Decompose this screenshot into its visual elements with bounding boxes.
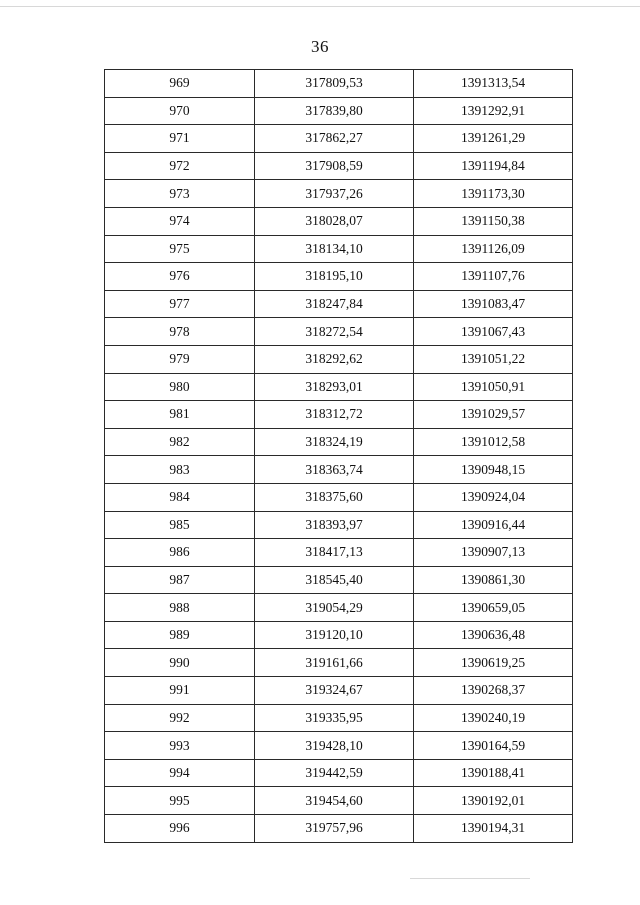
y-coordinate-cell: 1390924,04 — [414, 483, 573, 511]
x-coordinate-cell: 319757,96 — [255, 815, 414, 843]
x-coordinate-cell: 318393,97 — [255, 511, 414, 539]
scan-artifact-bottom — [410, 878, 530, 879]
table-row — [105, 97, 573, 125]
y-coordinate-cell: 1391050,91 — [414, 373, 573, 401]
y-coordinate-cell: 1390188,41 — [414, 759, 573, 787]
point-number-cell: 982 — [105, 428, 255, 456]
y-coordinate-cell: 1391173,30 — [414, 180, 573, 208]
coordinates-table-body — [105, 70, 573, 843]
table-row — [105, 318, 573, 346]
point-number-cell: 973 — [105, 180, 255, 208]
x-coordinate-cell: 319454,60 — [255, 787, 414, 815]
table-row — [105, 621, 573, 649]
point-number-cell: 972 — [105, 152, 255, 180]
x-coordinate-cell: 319161,66 — [255, 649, 414, 677]
table-row — [105, 207, 573, 235]
point-number-cell: 969 — [105, 70, 255, 98]
table-row — [105, 759, 573, 787]
y-coordinate-cell: 1391083,47 — [414, 290, 573, 318]
point-number-cell: 977 — [105, 290, 255, 318]
point-number-cell: 987 — [105, 566, 255, 594]
y-coordinate-cell: 1391292,91 — [414, 97, 573, 125]
y-coordinate-cell: 1391261,29 — [414, 125, 573, 153]
x-coordinate-cell: 317908,59 — [255, 152, 414, 180]
table-row — [105, 401, 573, 429]
table-row — [105, 815, 573, 843]
x-coordinate-cell: 319054,29 — [255, 594, 414, 622]
point-number-cell: 986 — [105, 539, 255, 567]
point-number-cell: 975 — [105, 235, 255, 263]
point-number-cell: 984 — [105, 483, 255, 511]
x-coordinate-cell: 318028,07 — [255, 207, 414, 235]
table-row — [105, 566, 573, 594]
y-coordinate-cell: 1390636,48 — [414, 621, 573, 649]
x-coordinate-cell: 319442,59 — [255, 759, 414, 787]
page-number: 36 — [311, 37, 329, 56]
point-number-cell: 978 — [105, 318, 255, 346]
x-coordinate-cell: 317809,53 — [255, 70, 414, 98]
point-number-cell: 996 — [105, 815, 255, 843]
table-row — [105, 787, 573, 815]
point-number-cell: 979 — [105, 345, 255, 373]
table-row — [105, 70, 573, 98]
y-coordinate-cell: 1391194,84 — [414, 152, 573, 180]
point-number-cell: 970 — [105, 97, 255, 125]
point-number-cell: 992 — [105, 704, 255, 732]
point-number-cell: 990 — [105, 649, 255, 677]
x-coordinate-cell: 318195,10 — [255, 263, 414, 291]
x-coordinate-cell: 318417,13 — [255, 539, 414, 567]
x-coordinate-cell: 318247,84 — [255, 290, 414, 318]
x-coordinate-cell: 318324,19 — [255, 428, 414, 456]
y-coordinate-cell: 1390268,37 — [414, 677, 573, 705]
point-number-cell: 983 — [105, 456, 255, 484]
y-coordinate-cell: 1391051,22 — [414, 345, 573, 373]
table-row — [105, 483, 573, 511]
x-coordinate-cell: 319120,10 — [255, 621, 414, 649]
table-row — [105, 263, 573, 291]
table-row — [105, 539, 573, 567]
point-number-cell: 989 — [105, 621, 255, 649]
x-coordinate-cell: 317839,80 — [255, 97, 414, 125]
table-row — [105, 704, 573, 732]
coordinates-table — [104, 69, 573, 843]
scan-artifact-top — [0, 6, 640, 7]
table-row — [105, 180, 573, 208]
x-coordinate-cell: 318312,72 — [255, 401, 414, 429]
table-row — [105, 456, 573, 484]
y-coordinate-cell: 1390240,19 — [414, 704, 573, 732]
table-row — [105, 511, 573, 539]
point-number-cell: 994 — [105, 759, 255, 787]
point-number-cell: 971 — [105, 125, 255, 153]
table-row — [105, 649, 573, 677]
y-coordinate-cell: 1391126,09 — [414, 235, 573, 263]
x-coordinate-cell: 319324,67 — [255, 677, 414, 705]
table-row — [105, 373, 573, 401]
point-number-cell: 985 — [105, 511, 255, 539]
point-number-cell: 974 — [105, 207, 255, 235]
table-row — [105, 152, 573, 180]
y-coordinate-cell: 1391067,43 — [414, 318, 573, 346]
point-number-cell: 976 — [105, 263, 255, 291]
x-coordinate-cell: 318375,60 — [255, 483, 414, 511]
point-number-cell: 988 — [105, 594, 255, 622]
point-number-cell: 980 — [105, 373, 255, 401]
table-row — [105, 345, 573, 373]
point-number-cell: 981 — [105, 401, 255, 429]
x-coordinate-cell: 317862,27 — [255, 125, 414, 153]
y-coordinate-cell: 1390619,25 — [414, 649, 573, 677]
x-coordinate-cell: 318545,40 — [255, 566, 414, 594]
table-row — [105, 677, 573, 705]
point-number-cell: 995 — [105, 787, 255, 815]
y-coordinate-cell: 1390659,05 — [414, 594, 573, 622]
table-row — [105, 235, 573, 263]
x-coordinate-cell: 319335,95 — [255, 704, 414, 732]
y-coordinate-cell: 1390192,01 — [414, 787, 573, 815]
y-coordinate-cell: 1391313,54 — [414, 70, 573, 98]
table-row — [105, 125, 573, 153]
table-row — [105, 290, 573, 318]
y-coordinate-cell: 1390194,31 — [414, 815, 573, 843]
x-coordinate-cell: 318134,10 — [255, 235, 414, 263]
y-coordinate-cell: 1391150,38 — [414, 207, 573, 235]
x-coordinate-cell: 318363,74 — [255, 456, 414, 484]
x-coordinate-cell: 318272,54 — [255, 318, 414, 346]
table-row — [105, 428, 573, 456]
y-coordinate-cell: 1391012,58 — [414, 428, 573, 456]
x-coordinate-cell: 318293,01 — [255, 373, 414, 401]
y-coordinate-cell: 1391029,57 — [414, 401, 573, 429]
y-coordinate-cell: 1391107,76 — [414, 263, 573, 291]
table-row — [105, 732, 573, 760]
y-coordinate-cell: 1390907,13 — [414, 539, 573, 567]
x-coordinate-cell: 319428,10 — [255, 732, 414, 760]
x-coordinate-cell: 317937,26 — [255, 180, 414, 208]
y-coordinate-cell: 1390861,30 — [414, 566, 573, 594]
y-coordinate-cell: 1390164,59 — [414, 732, 573, 760]
point-number-cell: 993 — [105, 732, 255, 760]
y-coordinate-cell: 1390948,15 — [414, 456, 573, 484]
y-coordinate-cell: 1390916,44 — [414, 511, 573, 539]
table-row — [105, 594, 573, 622]
x-coordinate-cell: 318292,62 — [255, 345, 414, 373]
point-number-cell: 991 — [105, 677, 255, 705]
